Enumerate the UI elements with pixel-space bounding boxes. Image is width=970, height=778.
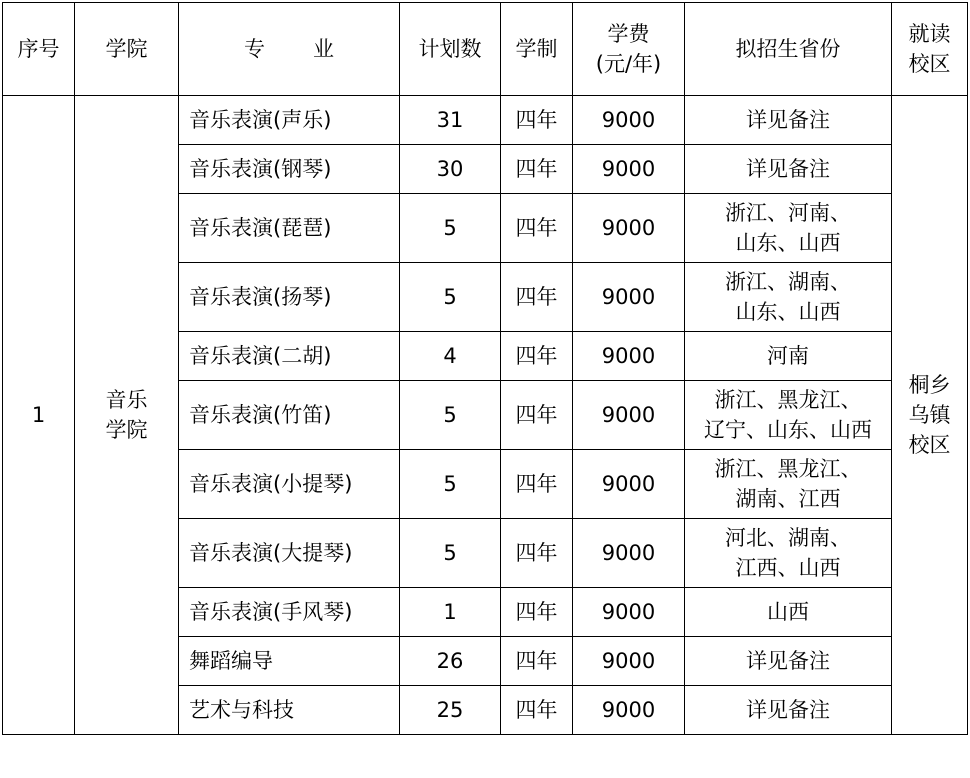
fee-cell: 9000 <box>573 96 685 145</box>
plan-cell: 25 <box>400 686 501 735</box>
major-cell: 音乐表演(竹笛) <box>179 381 400 450</box>
major-cell: 音乐表演(大提琴) <box>179 519 400 588</box>
provinces-cell: 河北、湖南、 江西、山西 <box>685 519 892 588</box>
table-row <box>3 96 968 145</box>
duration-cell: 四年 <box>501 263 573 332</box>
provinces-cell: 详见备注 <box>685 637 892 686</box>
plan-cell: 1 <box>400 588 501 637</box>
provinces-cell: 详见备注 <box>685 686 892 735</box>
major-cell: 音乐表演(声乐) <box>179 96 400 145</box>
header-major: 专 业 <box>179 3 400 96</box>
fee-cell: 9000 <box>573 332 685 381</box>
major-cell: 音乐表演(琵琶) <box>179 194 400 263</box>
plan-cell: 30 <box>400 145 501 194</box>
header-college: 学院 <box>75 3 179 96</box>
provinces-cell: 山西 <box>685 588 892 637</box>
major-cell: 音乐表演(钢琴) <box>179 145 400 194</box>
seq-cell: 1 <box>3 96 75 735</box>
duration-cell: 四年 <box>501 588 573 637</box>
provinces-cell: 详见备注 <box>685 145 892 194</box>
fee-cell: 9000 <box>573 450 685 519</box>
provinces-cell: 浙江、河南、 山东、山西 <box>685 194 892 263</box>
header-provinces: 拟招生省份 <box>685 3 892 96</box>
duration-cell: 四年 <box>501 381 573 450</box>
fee-cell: 9000 <box>573 263 685 332</box>
major-cell: 音乐表演(小提琴) <box>179 450 400 519</box>
plan-cell: 5 <box>400 194 501 263</box>
plan-cell: 5 <box>400 450 501 519</box>
plan-cell: 31 <box>400 96 501 145</box>
header-fee: 学费 (元/年) <box>573 3 685 96</box>
plan-cell: 5 <box>400 263 501 332</box>
provinces-cell: 详见备注 <box>685 96 892 145</box>
enrollment-plan-table <box>2 2 968 735</box>
campus-cell: 桐乡 乌镇 校区 <box>892 96 968 735</box>
duration-cell: 四年 <box>501 450 573 519</box>
major-cell: 艺术与科技 <box>179 686 400 735</box>
header-row <box>3 3 968 96</box>
plan-cell: 5 <box>400 519 501 588</box>
header-seq: 序号 <box>3 3 75 96</box>
header-duration: 学制 <box>501 3 573 96</box>
plan-cell: 26 <box>400 637 501 686</box>
duration-cell: 四年 <box>501 194 573 263</box>
fee-cell: 9000 <box>573 637 685 686</box>
fee-cell: 9000 <box>573 686 685 735</box>
fee-cell: 9000 <box>573 381 685 450</box>
major-cell: 音乐表演(手风琴) <box>179 588 400 637</box>
duration-cell: 四年 <box>501 686 573 735</box>
provinces-cell: 浙江、湖南、 山东、山西 <box>685 263 892 332</box>
major-cell: 舞蹈编导 <box>179 637 400 686</box>
header-plan: 计划数 <box>400 3 501 96</box>
provinces-cell: 浙江、黑龙江、 辽宁、山东、山西 <box>685 381 892 450</box>
header-campus: 就读 校区 <box>892 3 968 96</box>
duration-cell: 四年 <box>501 332 573 381</box>
duration-cell: 四年 <box>501 637 573 686</box>
provinces-cell: 河南 <box>685 332 892 381</box>
provinces-cell: 浙江、黑龙江、 湖南、江西 <box>685 450 892 519</box>
plan-cell: 4 <box>400 332 501 381</box>
duration-cell: 四年 <box>501 96 573 145</box>
college-cell: 音乐 学院 <box>75 96 179 735</box>
duration-cell: 四年 <box>501 145 573 194</box>
duration-cell: 四年 <box>501 519 573 588</box>
major-cell: 音乐表演(二胡) <box>179 332 400 381</box>
plan-cell: 5 <box>400 381 501 450</box>
fee-cell: 9000 <box>573 588 685 637</box>
fee-cell: 9000 <box>573 519 685 588</box>
major-cell: 音乐表演(扬琴) <box>179 263 400 332</box>
fee-cell: 9000 <box>573 194 685 263</box>
fee-cell: 9000 <box>573 145 685 194</box>
